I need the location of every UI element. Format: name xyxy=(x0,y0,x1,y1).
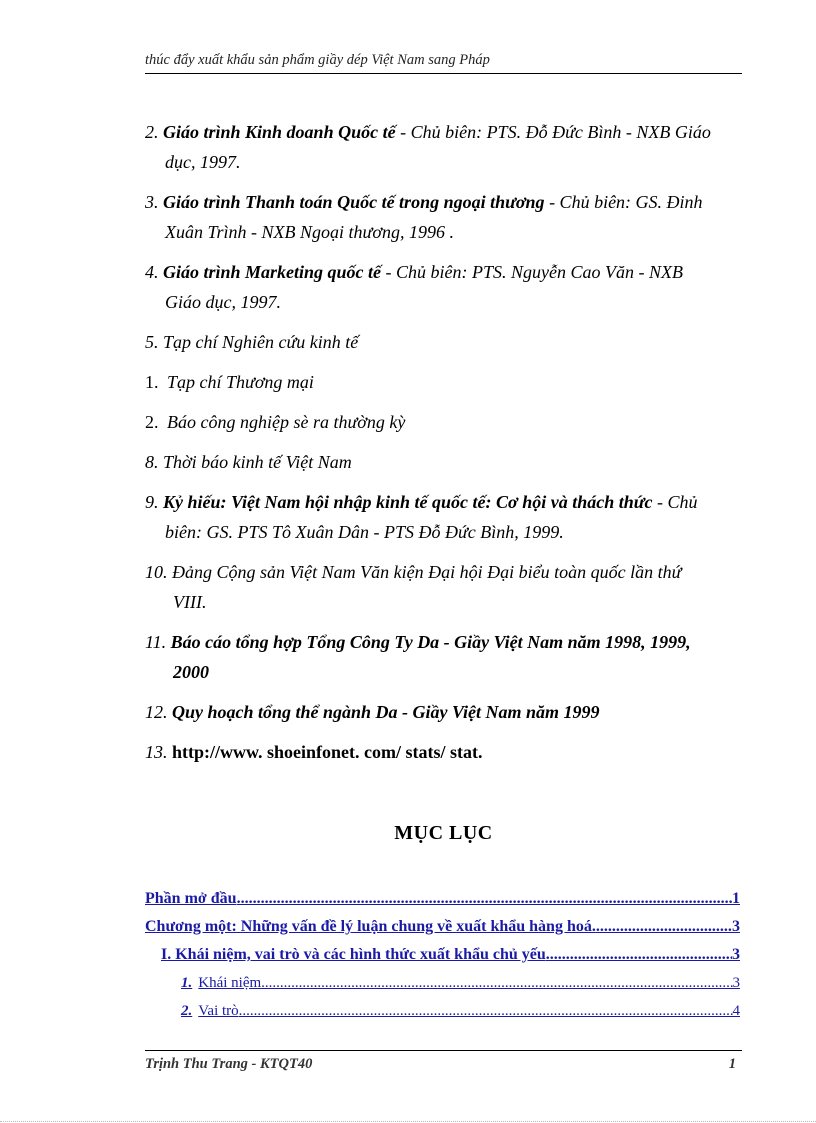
reference-continuation: Xuân Trình - NXB Ngoại thương, 1996 . xyxy=(165,222,454,242)
toc-page-number: 3 xyxy=(732,918,740,935)
reference-item xyxy=(145,557,742,617)
reference-title: Giáo trình Marketing quốc tế xyxy=(163,262,382,282)
reference-item xyxy=(145,367,742,397)
toc-title: MỤC LỤC xyxy=(394,822,493,844)
reference-number: 12. xyxy=(145,702,168,722)
reference-title: Đảng Cộng sản Việt Nam Văn kiện Đại hội Đại biểu toàn quốc lần thứ xyxy=(172,562,682,582)
header-divider xyxy=(145,73,742,74)
reference-title: Kỷ hiếu: Việt Nam hội nhập kinh tế quốc tế: Cơ hội và thách thức xyxy=(163,492,653,512)
reference-item xyxy=(145,737,742,767)
toc-entry-label: I. Khái niệm, vai trò và các hình thức xuất khẩu chủ yếu xyxy=(161,946,546,963)
reference-title: Giáo trình Kinh doanh Quốc tế xyxy=(163,122,396,142)
toc-entry-chapter-one[interactable] xyxy=(145,908,740,936)
reference-number: 13. xyxy=(145,742,168,762)
toc-entry-introduction[interactable] xyxy=(145,880,740,908)
toc-leader xyxy=(261,975,732,992)
reference-title: Thời báo kinh tế Việt Nam xyxy=(163,452,352,472)
table-of-contents xyxy=(145,880,740,1020)
footer-divider xyxy=(145,1050,742,1051)
toc-page-number: 3 xyxy=(732,975,740,991)
reference-detail: - Chủ xyxy=(652,492,698,512)
page-boundary xyxy=(0,1121,816,1122)
reference-item xyxy=(145,257,742,317)
reference-title: Báo cáo tổng hợp Tổng Công Ty Da - Giầy Việt Nam năm 1998, 1999, xyxy=(170,632,691,652)
reference-detail: - Chủ biên: PTS. Đỗ Đức Bình - NXB Giáo xyxy=(395,122,711,142)
reference-title: Tạp chí Thương mại xyxy=(167,372,314,392)
toc-entry-label: Khái niệm xyxy=(198,975,262,991)
reference-item xyxy=(145,487,742,547)
reference-continuation: 2000 xyxy=(173,662,209,682)
page-footer xyxy=(145,1056,742,1073)
reference-number: 4. xyxy=(145,262,159,282)
reference-item xyxy=(145,187,742,247)
toc-leader xyxy=(596,918,732,936)
reference-detail: - Chủ biên: GS. Đinh xyxy=(544,192,703,212)
reference-detail: - Chủ biên: PTS. Nguyễn Cao Văn - NXB xyxy=(381,262,683,282)
toc-entry-label: Phần mở đầu xyxy=(145,890,237,907)
reference-title: Tạp chí Nghiên cứu kinh tế xyxy=(163,332,359,352)
footer-page-number: 1 xyxy=(728,1056,736,1072)
toc-entry-role[interactable] xyxy=(145,992,740,1020)
reference-number: 2. xyxy=(145,412,159,432)
toc-entry-label: Chương một: Những vấn đề lý luận chung về xuất khẩu hàng hoá. xyxy=(145,918,596,935)
reference-continuation: VIII. xyxy=(173,592,207,612)
reference-number: 2. xyxy=(145,122,159,142)
reference-number: 1. xyxy=(145,372,159,392)
reference-item xyxy=(145,327,742,357)
toc-leader xyxy=(546,946,732,964)
reference-number: 5. xyxy=(145,332,159,352)
toc-entry-section-i[interactable] xyxy=(145,936,740,964)
reference-number: 11. xyxy=(145,632,167,652)
toc-entry-concept[interactable] xyxy=(145,964,740,992)
toc-page-number: 3 xyxy=(732,946,740,963)
reference-number: 8. xyxy=(145,452,159,472)
toc-entry-label: Vai trò xyxy=(198,1003,239,1019)
toc-leader xyxy=(237,890,732,908)
reference-number: 9. xyxy=(145,492,159,512)
reference-number: 3. xyxy=(145,192,159,212)
reference-continuation: Giáo dục, 1997. xyxy=(165,292,281,312)
reference-continuation: dục, 1997. xyxy=(165,152,241,172)
toc-leader xyxy=(239,1003,733,1020)
footer-author: Trịnh Thu Trang - KTQT40 xyxy=(145,1056,313,1072)
reference-item xyxy=(145,697,742,727)
toc-entry-marker: 1. xyxy=(181,975,193,991)
reference-title: Báo công nghiệp sè ra thường kỳ xyxy=(167,412,406,432)
reference-number: 10. xyxy=(145,562,168,582)
reference-title: Quy hoạch tổng thể ngành Da - Giầy Việt Nam năm 1999 xyxy=(172,702,600,722)
toc-entry-marker: 2. xyxy=(181,1003,193,1019)
reference-item xyxy=(145,407,742,437)
reference-title: Giáo trình Thanh toán Quốc tế trong ngoại thương xyxy=(163,192,545,212)
reference-item xyxy=(145,117,742,177)
reference-item xyxy=(145,627,742,687)
toc-page-number: 4 xyxy=(732,1003,740,1019)
reference-continuation: biên: GS. PTS Tô Xuân Dân - PTS Đỗ Đức Bình, 1999. xyxy=(165,522,564,542)
toc-page-number: 1 xyxy=(732,890,740,907)
page-header: thúc đẩy xuất khẩu sản phẩm giầy dép Việt Nam sang Pháp xyxy=(145,52,490,68)
reference-list xyxy=(145,117,742,777)
reference-item xyxy=(145,447,742,477)
reference-url[interactable]: http://www. shoeinfonet. com/ stats/ stat. xyxy=(172,742,483,762)
